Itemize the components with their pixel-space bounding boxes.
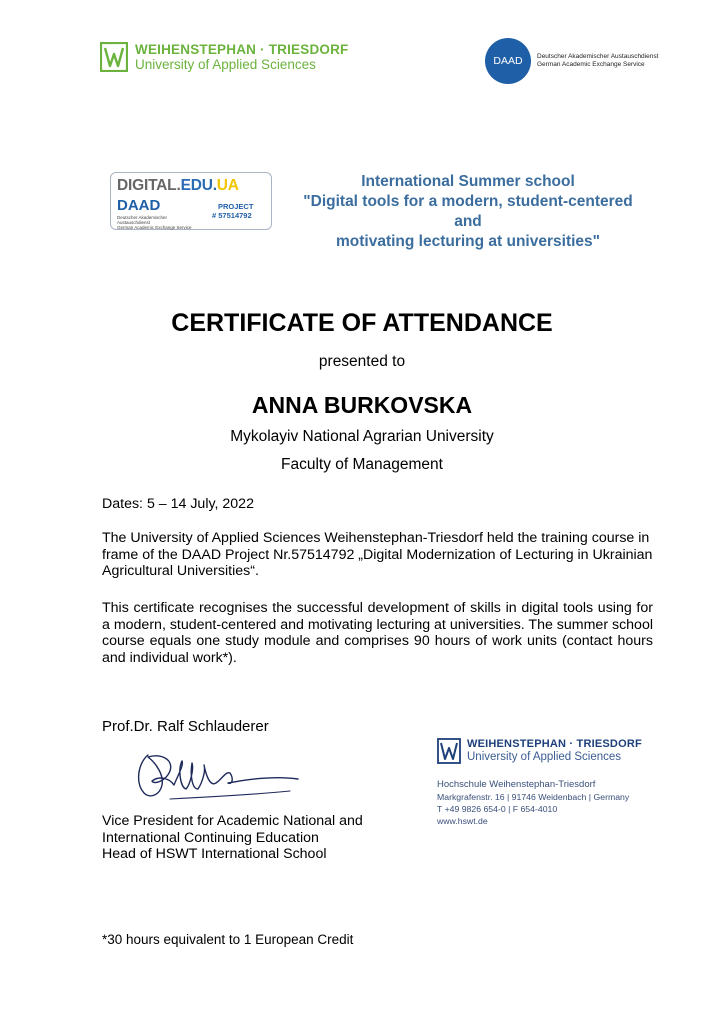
hswt-logo-name: WEIHENSTEPHAN · TRIESDORF — [135, 42, 349, 57]
stamp-logo-icon — [437, 738, 461, 764]
paragraph-recognition: This certificate recognises the successful development of skills in digital tools using for a modern, student-centered and motivating lecturing at universities. The summer school course equals one study module and comprises 90 hours of work units (contact hours and individual work*). — [102, 600, 653, 666]
hswt-logo — [100, 42, 349, 72]
recipient-name: ANNA BURKOVSKA — [251, 392, 473, 418]
stamp-address: Hochschule Weihenstephan-Triesdorf Markgrafenstr. 16 | 91746 Weidenbach | Germany T +49 9826 654-0 | F 654-4010 www.hswt.de — [437, 779, 630, 826]
summer-school-heading: International Summer school "Digital tools for a modern, student-centered and motivating lecturing at universities" — [303, 173, 633, 250]
institution-stamp — [437, 738, 657, 827]
signer-name: Prof.Dr. Ralf Schlauderer — [102, 718, 269, 735]
badge-project: PROJECT # 57514792 — [212, 202, 254, 220]
daad-logo-line2: German Academic Exchange Service — [537, 61, 645, 68]
project-badge — [110, 172, 272, 230]
signer-role: Vice President for Academic National and International Continuing Education Head of HSWT International School — [102, 813, 363, 862]
footnote: *30 hours equivalent to 1 European Credit — [102, 932, 354, 947]
paragraph-course: The University of Applied Sciences Weihenstephan-Triesdorf held the training course in frame of the DAAD Project Nr.57514792 „Digital Modernization of Lecturing in Ukrainian Agricultural Universities“. — [102, 530, 653, 579]
presented-to: presented to — [318, 353, 406, 370]
hswt-logo-subtitle: University of Applied Sciences — [135, 57, 316, 72]
badge-small-text: Deutscher Akademischer Austauschdienst German Academic Exchange Service — [117, 215, 192, 230]
daad-logo — [485, 38, 658, 84]
recipient-university: Mykolayiv National Agrarian University — [230, 428, 494, 445]
badge-daad: DAAD — [117, 197, 161, 214]
stamp-name: WEIHENSTEPHAN · TRIESDORF — [467, 738, 642, 750]
recipient-faculty: Faculty of Management — [281, 456, 443, 473]
handwritten-signature — [130, 745, 310, 810]
course-dates: Dates: 5 – 14 July, 2022 — [102, 496, 254, 512]
certificate-title: CERTIFICATE OF ATTENDANCE — [171, 309, 553, 337]
daad-logo-icon: DAAD — [485, 38, 531, 84]
badge-title: DIGITAL.EDU.UA — [117, 177, 239, 194]
hswt-logo-icon — [100, 42, 128, 72]
stamp-subtitle: University of Applied Sciences — [467, 751, 622, 763]
daad-logo-line1: Deutscher Akademischer Austauschdienst — [537, 53, 659, 60]
